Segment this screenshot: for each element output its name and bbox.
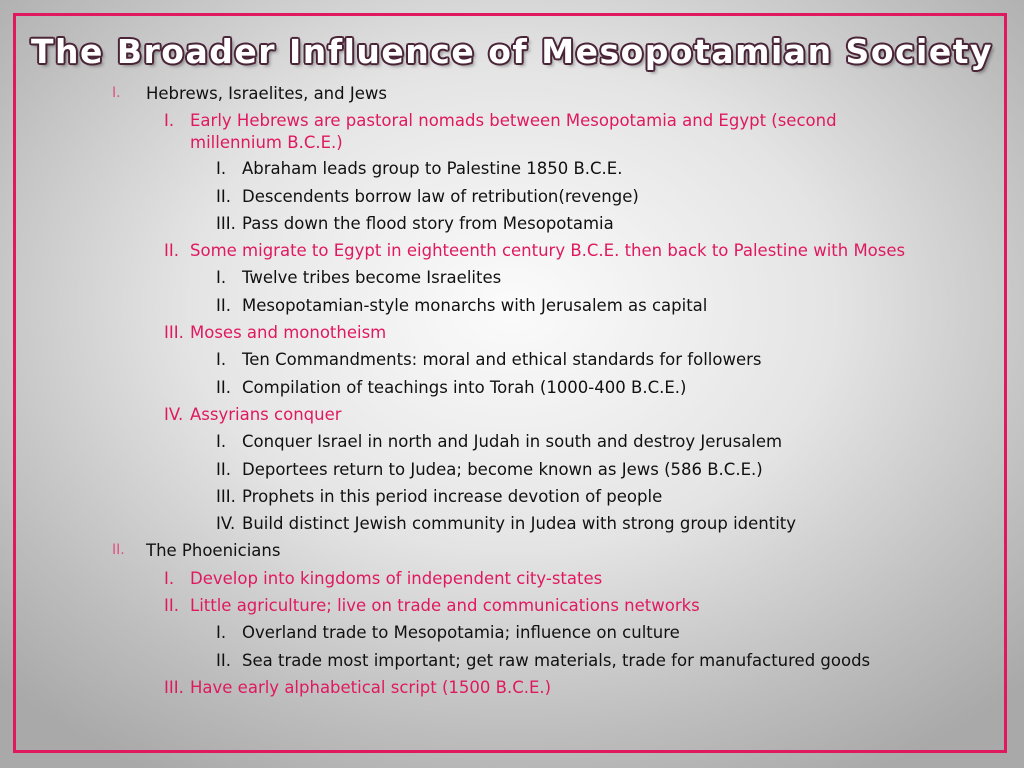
outline-item-level3 xyxy=(0,374,1024,401)
slide-title: The Broader Influence of Mesopotamian Society xyxy=(30,32,994,71)
outline-item-level3 xyxy=(0,183,1024,210)
outline-item-level2 xyxy=(0,565,1024,592)
outline-item-number: II. xyxy=(216,186,231,206)
outline-item-level2 xyxy=(0,319,1024,346)
outline-item-number: I. xyxy=(164,568,175,588)
outline-item-text: Compilation of teachings into Torah (1000-400 B.C.E.) xyxy=(242,377,687,397)
outline-item-text: Prophets in this period increase devotion of people xyxy=(242,486,663,506)
outline-item-level3 xyxy=(0,456,1024,483)
outline-item-number: I. xyxy=(216,159,227,179)
outline-list xyxy=(0,80,1024,701)
outline-item-level3 xyxy=(0,619,1024,646)
outline-item-number: III. xyxy=(164,677,184,697)
outline-item-text: Have early alphabetical script (1500 B.C.E.) xyxy=(190,677,552,697)
outline-item-level2 xyxy=(0,237,1024,264)
outline-item-number: III. xyxy=(164,323,184,343)
outline-item-text: Overland trade to Mesopotamia; influence on culture xyxy=(242,623,680,643)
outline-item-text: Assyrians conquer xyxy=(190,404,342,424)
outline-item-number: IV. xyxy=(164,404,184,424)
outline-item-text: Conquer Israel in north and Judah in south and destroy Jerusalem xyxy=(242,432,783,452)
outline-item-text: Pass down the flood story from Mesopotamia xyxy=(242,213,614,233)
outline-item-number: I. xyxy=(112,85,121,101)
outline-item-text: Early Hebrews are pastoral nomads between Mesopotamia and Egypt (second millennium B.C.E.) xyxy=(190,111,837,153)
outline-item-number: II. xyxy=(216,650,231,670)
outline-item-number: I. xyxy=(216,268,227,288)
outline-item-number: II. xyxy=(216,377,231,397)
outline-item-text: Twelve tribes become Israelites xyxy=(242,268,502,288)
outline-item-text: Some migrate to Egypt in eighteenth century B.C.E. then back to Palestine with Moses xyxy=(190,241,906,261)
outline-item-level2 xyxy=(0,401,1024,428)
outline-item-level1 xyxy=(0,80,1024,107)
outline-item-level3 xyxy=(0,210,1024,237)
outline-item-level3 xyxy=(0,264,1024,291)
outline-item-level3 xyxy=(0,647,1024,674)
outline-item-level3 xyxy=(0,155,1024,182)
outline-item-text: Sea trade most important; get raw materials, trade for manufactured goods xyxy=(242,650,871,670)
outline-item-number: II. xyxy=(112,542,125,559)
outline-item-number: I. xyxy=(164,111,175,131)
outline-item-number: II. xyxy=(164,596,179,616)
outline-item-text: Build distinct Jewish community in Judea with strong group identity xyxy=(242,514,797,534)
outline-item-text: Little agriculture; live on trade and communications networks xyxy=(190,596,700,616)
outline-item-level3 xyxy=(0,292,1024,319)
outline-item-text: Mesopotamian-style monarchs with Jerusalem as capital xyxy=(242,295,708,315)
outline-item-text: Deportees return to Judea; become known as Jews (586 B.C.E.) xyxy=(242,459,763,479)
outline-item-level3 xyxy=(0,346,1024,373)
outline-item-text: Descendents borrow law of retribution(revenge) xyxy=(242,186,639,206)
outline-item-text: Hebrews, Israelites, and Jews xyxy=(146,84,387,103)
outline-item-number: I. xyxy=(216,350,227,370)
outline-item-level3 xyxy=(0,510,1024,537)
outline-item-text: Develop into kingdoms of independent city-states xyxy=(190,568,603,588)
outline-item-number: II. xyxy=(216,295,231,315)
outline-item-text: The Phoenicians xyxy=(146,541,281,561)
outline-item-number: III. xyxy=(216,486,236,506)
outline-item-level3 xyxy=(0,483,1024,510)
outline-item-text: Abraham leads group to Palestine 1850 B.C.E. xyxy=(242,159,623,179)
outline-item-text: Moses and monotheism xyxy=(190,323,387,343)
outline-item-number: I. xyxy=(216,623,227,643)
outline-item-number: II. xyxy=(216,459,231,479)
outline-item-number: III. xyxy=(216,213,236,233)
outline-item-number: I. xyxy=(216,432,227,452)
outline-item-text: Ten Commandments: moral and ethical standards for followers xyxy=(242,350,762,370)
outline-item-number: IV. xyxy=(216,514,236,534)
outline-item-level2 xyxy=(0,674,1024,701)
outline-item-level2 xyxy=(0,592,1024,619)
outline-item-number: II. xyxy=(164,241,179,261)
outline-item-level1 xyxy=(0,537,1024,564)
outline-item-level3 xyxy=(0,428,1024,455)
outline-item-level2 xyxy=(0,107,1024,155)
